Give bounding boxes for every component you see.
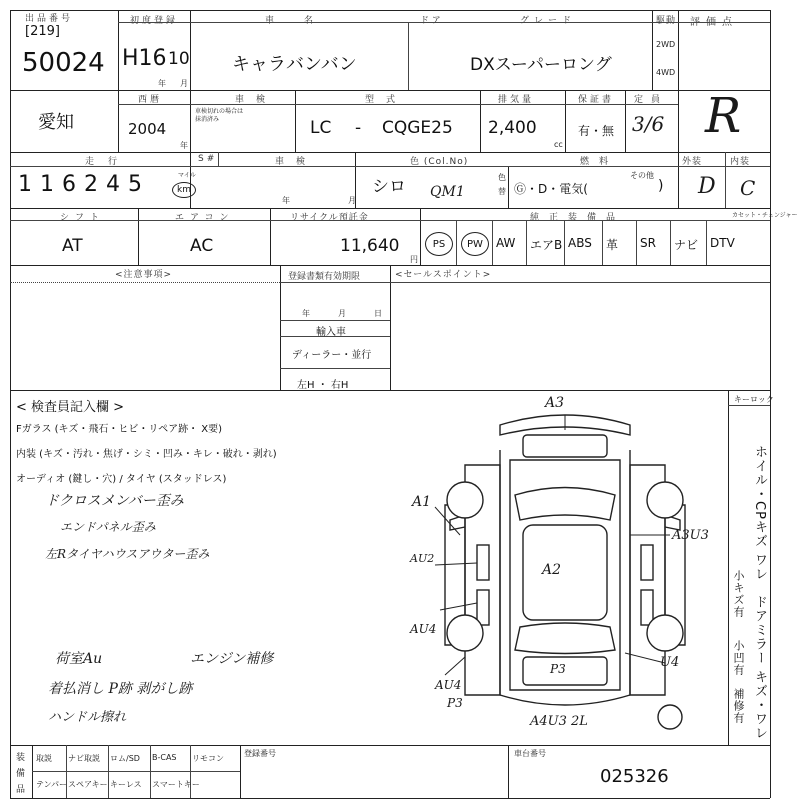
first-reg-era: H16 [122,46,167,71]
capacity-value: 3/6 [632,112,665,136]
recycle-label: リサイクル預託金 [290,213,369,223]
side-vertical-1: ホイル・CPキズ ワレ [752,445,767,582]
mark-au4-bottom: AU4 [435,678,462,692]
drive-label: 駆動 [656,16,677,26]
capacity-label: 定員 [634,95,669,105]
shift-label: シフト [60,213,106,223]
mileage-label: 走行 [85,157,132,167]
notes-day: 日 [374,309,382,318]
drive-4wd: 4WD [656,68,676,77]
dealer-option: ディーラー・並行 [292,350,372,361]
mileage: 116245 [18,172,150,197]
note-6: 着払消し P跡 剥がし跡 [48,681,193,697]
lot-label: 出品番号 [25,14,74,24]
first-reg-label: 初度登録 [130,16,179,26]
footer-item: リモコン [192,754,224,763]
equip-item: ABS [568,236,592,250]
footer-label-2: 備 [16,769,26,779]
notes-year: 年 [302,309,310,318]
equip-label: 純正装備品 [530,213,626,223]
year-unit-3: 年 [282,196,290,205]
inspection-label: 車検 [275,157,318,167]
equip-item: ナビ [674,238,699,252]
first-reg-month: 10 [168,49,190,69]
lot-number: 50024 [22,48,105,78]
model-year-label: 西暦 [138,95,163,105]
displacement-label: 排気量 [498,95,535,105]
drive-2wd: 2WD [656,40,676,49]
model-prefix: LC [310,118,332,138]
mark-au4-left: AU4 [410,622,437,636]
model-code: CQGE25 [382,118,453,138]
equip-item: SR [640,236,656,250]
glass-line: Fガラス (キズ・飛石・ヒビ・リペア跡・ X要) [16,424,223,435]
warranty-value: 有・無 [578,124,615,138]
note-7: ハンドル擦れ [48,710,127,725]
mark-a2: A2 [542,562,562,578]
color: シロ [372,177,406,197]
shaken-note-2: 抹消済み [195,116,220,123]
mark-a3-top: A3 [545,395,565,411]
interior-grade: C [740,176,756,200]
model-dash: - [355,118,362,138]
car-name-label: 車名 [265,16,344,26]
color-change-1: 色 [498,173,506,182]
exterior-label: 外装 [682,157,703,167]
auction-sheet [10,0,798,800]
keyless-label: キーロック [734,395,774,404]
lot-tag: [219] [25,24,60,39]
note-5: エンジン補修 [190,651,274,667]
chassis-number: 025326 [600,766,669,787]
type-label: 型式 [365,95,408,105]
footer-item: B-CAS [152,753,177,762]
exterior-grade: D [698,174,716,199]
recycle-amount: 11,640 [340,236,400,256]
footer-item: キーレス [110,780,142,789]
year-unit: 年 [158,79,166,88]
model-year: 2004 [128,120,167,138]
note-3: 左Rタイヤハウスアウター歪み [45,547,210,561]
mark-a3u3: A3U3 [672,528,709,543]
fuel-label: 燃料 [580,157,619,167]
caution-label: <注意事項> [115,270,173,280]
mark-u4: U4 [660,655,680,670]
car-name: キャラバンバン [232,54,357,75]
grade: DXスーパーロング [470,55,612,75]
fuel-close: ) [658,178,664,194]
mark-au2: AU2 [410,552,435,565]
equip-item: 革 [606,238,619,252]
footer-label-3: 品 [16,785,26,795]
score: R [705,88,742,144]
color-label: 色 (Col.No) [410,157,469,167]
side-repair: 補修有 [732,688,745,724]
side-small-1: 小キズ有 [732,570,745,618]
color-change-2: 替 [498,187,506,196]
s-label: S# [198,154,218,164]
interior-line: 内装 (キズ・汚れ・焦げ・シミ・凹み・キレ・破れ・剥れ) [16,449,277,460]
handle-option: 左H ・ 右H [297,380,349,391]
region: 愛知 [38,112,74,133]
footer-item: スマートキー [152,780,200,789]
footer-item: スペアキー [68,780,108,789]
month-unit-3: 月 [348,196,356,205]
cassette-label: カセット・チェンジャー [732,212,798,219]
fuel-other: その他 [630,171,654,180]
equip-item: PS [425,232,453,256]
notes-month: 月 [338,309,346,318]
cc-unit: cc [554,140,563,149]
equip-item: エアB [530,238,563,252]
displacement: 2,400 [488,118,537,138]
equip-item: AW [496,236,516,250]
warranty-label: 保証書 [578,95,615,105]
mark-p3-bottom: P3 [447,696,463,710]
shift: AT [62,236,83,256]
year-unit-2: 年 [180,141,188,150]
month-unit: 月 [180,79,188,88]
fuel-options: Ⓖ・D・電気( [514,182,588,196]
shaken-label: 車検 [235,95,278,105]
mileage-unit-top: マイル [178,172,196,179]
footer-label-1: 装 [16,753,26,763]
side-small-2: 小凹有 [732,640,745,676]
ac: AC [190,236,214,256]
equip-item: PW [461,232,489,256]
footer-item: 取説 [36,754,52,763]
shaken-note-1: 車検切れの場合は [195,108,244,115]
km-unit: km [172,182,196,198]
import-label: 輸入車 [316,327,346,338]
grade-label: グレード [520,16,577,26]
footer-item: ロム/SD [110,754,140,763]
mark-p3-mid: P3 [550,662,566,676]
side-vertical-2: ドアミラー キズ・ワレ [752,595,767,741]
footer-item: テンパー [36,780,68,789]
inspection-title: < 検査員記入欄 > [16,400,125,415]
footer-item: ナビ取説 [68,754,100,763]
note-4: 荷室Au [55,651,103,667]
note-1: ドクロスメンバー歪み [45,493,184,509]
chassis-label: 車台番号 [514,749,546,758]
mark-a4u3: A4U3 2L [530,714,588,729]
color-code: QM1 [430,184,465,200]
equip-item: DTV [710,236,735,250]
reg-deadline-label: 登録書類有効期限 [288,272,361,282]
audio-line: オーディオ (鍵し・穴) / タイヤ (スタッドレス) [16,474,227,485]
reg-number-label: 登録番号 [244,749,276,758]
door-label: ドア [420,16,444,26]
yen-unit: 円 [410,255,418,264]
interior-label: 内装 [730,157,751,167]
sales-label: <セールスポイント> [395,270,492,280]
ac-label: エアコン [175,213,235,223]
note-2: エンドパネル歪み [60,520,156,534]
mark-a1: A1 [412,494,432,510]
score-label: 評価点 [690,17,738,28]
